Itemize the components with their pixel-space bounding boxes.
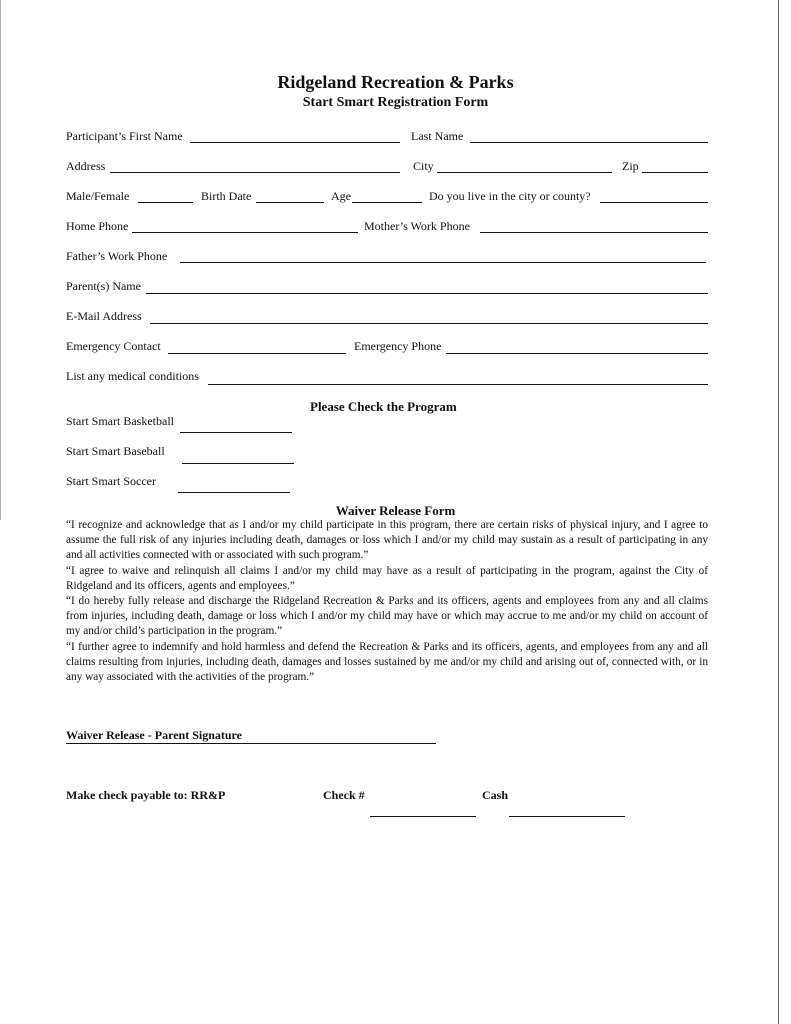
waiver-heading: Waiver Release Form	[335, 503, 456, 518]
parents-name-label: Parent(s) Name	[66, 279, 141, 293]
check-number-field[interactable]	[370, 816, 476, 817]
medical-conditions-field[interactable]	[208, 384, 708, 385]
check-number-label: Check #	[323, 788, 365, 802]
waiver-paragraph: “I further agree to indemnify and hold harmless and defend the Recreation & Parks and its officers, agents, and employees from any and all claims resulting from injuries, including death, damages and losses sustained by me and/or my child and arising out of, connected with, or in any way associated with the activities of the program.”	[66, 640, 708, 684]
emergency-contact-field[interactable]	[168, 353, 346, 354]
parent-signature-field[interactable]	[66, 743, 436, 744]
first-name-field[interactable]	[190, 142, 400, 143]
first-name-label: Participant’s First Name	[66, 129, 183, 143]
program-soccer-checkline[interactable]	[178, 492, 290, 493]
program-basketball-checkline[interactable]	[180, 432, 292, 433]
fathers-work-phone-field[interactable]	[180, 262, 706, 263]
birth-date-label: Birth Date	[201, 189, 252, 203]
emergency-phone-label: Emergency Phone	[354, 339, 442, 353]
form-title: Ridgeland Recreation & Parks	[277, 72, 514, 92]
age-field[interactable]	[352, 202, 422, 203]
cash-label: Cash	[482, 788, 509, 802]
zip-field[interactable]	[642, 172, 708, 173]
last-name-field[interactable]	[470, 142, 708, 143]
city-county-label: Do you live in the city or county?	[429, 189, 591, 203]
home-phone-field[interactable]	[132, 232, 358, 233]
program-heading: Please Check the Program	[310, 399, 457, 414]
mothers-work-phone-label: Mother’s Work Phone	[364, 219, 470, 233]
fathers-work-phone-label: Father’s Work Phone	[66, 249, 168, 263]
address-field[interactable]	[110, 172, 400, 173]
zip-label: Zip	[622, 159, 639, 173]
program-soccer-label: Start Smart Soccer	[66, 474, 156, 488]
city-county-field[interactable]	[600, 202, 708, 203]
waiver-paragraph: “I do hereby fully release and discharge the Ridgeland Recreation & Parks and its officers, agents and employees from any and all claims from injuries, including death, damage or loss which I and/or my child may have or which may accrue to me and/or my child on account of my and/or child’s participation in the program.”	[66, 595, 708, 638]
parents-name-field[interactable]	[146, 293, 708, 294]
waiver-paragraph: “I recognize and acknowledge that as I and/or my child participate in this program, there are certain risks of physical injury, and I agree to assume the full risk of any injuries including death, damages or loss which I and/or my child may sustain as a result of participating in any and all activities connected with or associated with such program.”	[66, 519, 708, 562]
form-subtitle: Start Smart Registration Form	[302, 95, 489, 110]
parent-signature-label: Waiver Release - Parent Signature	[66, 728, 242, 742]
program-baseball-label: Start Smart Baseball	[66, 444, 165, 458]
cash-field[interactable]	[509, 816, 625, 817]
email-label: E-Mail Address	[66, 309, 142, 323]
male-female-label: Male/Female	[66, 189, 130, 203]
age-label: Age	[331, 189, 351, 203]
city-field[interactable]	[437, 172, 612, 173]
emergency-contact-label: Emergency Contact	[66, 339, 161, 353]
waiver-text	[66, 518, 708, 685]
program-basketball-label: Start Smart Basketball	[66, 414, 174, 428]
email-field[interactable]	[150, 323, 708, 324]
program-baseball-checkline[interactable]	[182, 463, 294, 464]
address-label: Address	[66, 159, 106, 173]
city-label: City	[413, 159, 434, 173]
payment-payable-label: Make check payable to: RR&P	[66, 788, 226, 802]
mothers-work-phone-field[interactable]	[480, 232, 708, 233]
male-female-field[interactable]	[138, 202, 193, 203]
last-name-label: Last Name	[411, 129, 464, 143]
home-phone-label: Home Phone	[66, 219, 129, 233]
emergency-phone-field[interactable]	[446, 353, 708, 354]
waiver-paragraph: “I agree to waive and relinquish all claims I and/or my child may have as a result of participating in the program, against the City of Ridgeland and its officers, agents and employees.”	[66, 564, 708, 592]
birth-date-field[interactable]	[256, 202, 324, 203]
medical-conditions-label: List any medical conditions	[66, 369, 199, 383]
